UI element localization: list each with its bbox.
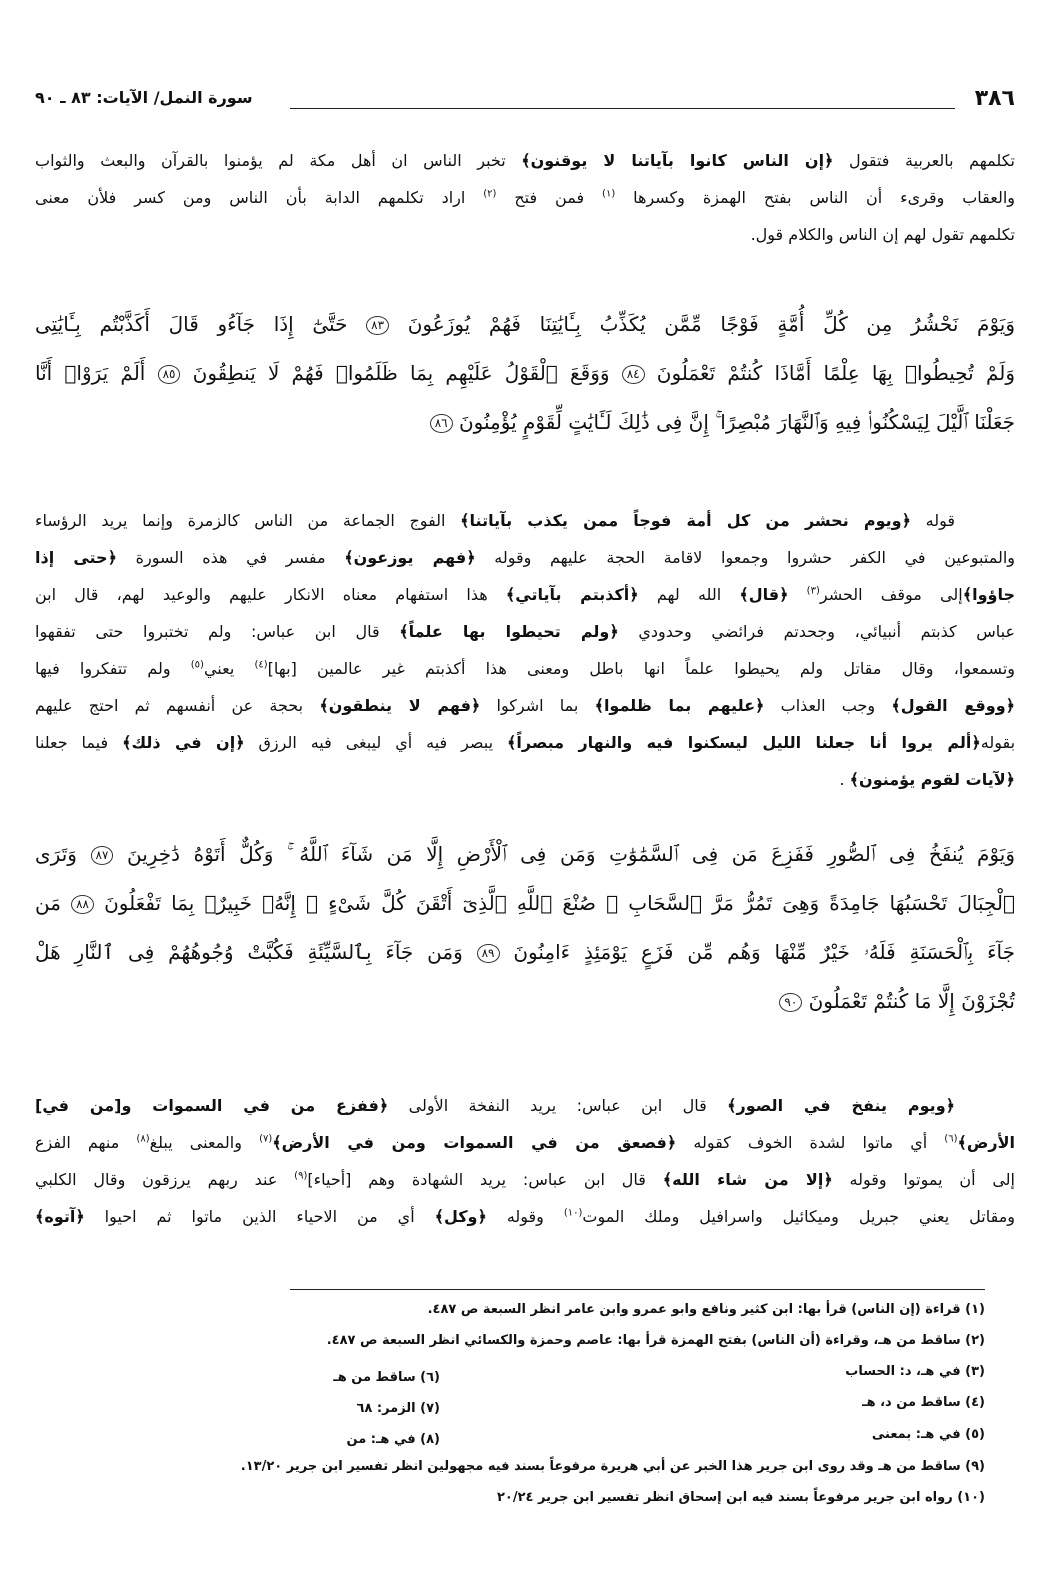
verse-number-marker: ٨٨ (71, 895, 94, 914)
footnote-marker: (٧) (259, 1133, 273, 1145)
footnote-4: (٤) ساقط من د، هـ (862, 1395, 985, 1410)
verse-number-marker: ٩٠ (779, 993, 802, 1012)
footnote-8: (٨) في هـ: من (346, 1432, 440, 1447)
commentary-paragraph-1 (35, 502, 1015, 798)
quoted-verse-text: ﴿ألم يروا أنا جعلنا الليل ليسكنوا فيه والنهار مبصراً﴾ (507, 733, 981, 752)
verse-number-marker: ٨٧ (91, 846, 114, 865)
text-segment: وَمَن جَآءَ بِٱلسَّيِّئَةِ فَكُبَّتْ وُجُوهُهُمْ فِى ٱلنَّارِ هَلْ (35, 940, 477, 964)
text-line (35, 502, 1015, 539)
text-segment: تكلمهم بالعربية فتقول (833, 151, 1015, 170)
text-line (35, 576, 1015, 613)
text-segment: الله لهم (638, 585, 740, 604)
text-line (35, 216, 1015, 253)
text-segment: هذا استفهام معناه الانكار عليهم والوعيد لهم، قال ابن (35, 585, 506, 604)
intro-paragraph (35, 142, 1015, 253)
text-segment: تُجْزَوْنَ إِلَّا مَا كُنتُمْ تَعْمَلُونَ (802, 989, 1015, 1013)
text-line (35, 349, 1015, 398)
quoted-verse-text: ﴿ويوم نحشر من كل أمة فوجاً ممن يكذب بآياتنا﴾ (460, 511, 911, 530)
quoted-verse-text: ﴿آتوه﴾ (35, 1207, 85, 1226)
sura-reference: سورة النمل/ الآيات: ٨٣ ـ ٩٠ (35, 88, 253, 107)
quoted-verse-text: ﴿ويوم ينفخ في الصور﴾ (727, 1096, 956, 1115)
text-segment: وقوله (486, 1207, 564, 1226)
quoted-verse-text: ﴿عليهم بما ظلموا﴾ (594, 696, 765, 715)
text-segment: والمعنى يبلغ (149, 1133, 260, 1152)
footnote-2: (٢) ساقط من هـ، وقراءة (أن الناس) بفتح الهمزة قرأ بها: عاصم وحمزة والكسائي انظر السبعة ص ٤٨٧. (326, 1333, 985, 1348)
footnote-marker: (٣) (806, 585, 820, 597)
text-segment: أَلَمْ يَرَوْا۟ أَنَّا (35, 361, 158, 385)
page-number: ٣٨٦ (974, 86, 1015, 111)
text-segment: والعقاب وقرىء أن الناس بفتح الهمزة وكسرها (615, 188, 1016, 207)
text-segment: قال ابن عباس: يريد النفخة الأولى (388, 1096, 728, 1115)
text-segment: وجب العذاب (764, 696, 892, 715)
footnote-5: (٥) في هـ: بمعنى (871, 1427, 985, 1442)
text-line (35, 1124, 1015, 1161)
text-segment: إلى موقف الحشر (819, 585, 963, 604)
text-segment: بما اشركوا (480, 696, 595, 715)
text-segment: يبصر فيه أي ليبغى فيه الرزق (244, 733, 508, 752)
text-line (35, 977, 1015, 1026)
text-line (35, 539, 1015, 576)
quoted-verse-text: ﴿أكذبتم بآياتي﴾ (505, 585, 639, 604)
quoted-verse-text: ﴿فهم يوزعون﴾ (344, 548, 476, 567)
footnote-marker: (٩) (294, 1170, 308, 1182)
text-line (35, 650, 1015, 687)
quoted-verse-text: الأرض﴾ (957, 1133, 1015, 1152)
text-line (35, 613, 1015, 650)
text-line (35, 928, 1015, 977)
text-segment: عند ربهم يرزقون وقال الكلبي (35, 1170, 295, 1189)
text-segment: الفوج الجماعة من الناس كالزمرة وإنما يريد الرؤساء (35, 511, 461, 530)
text-line (35, 1087, 1015, 1124)
text-segment: وَوَقَعَ ٱلْقَوْلُ عَلَيْهِم بِمَا ظَلَمُوا۟ فَهُمْ لَا يَنطِقُونَ (180, 361, 622, 385)
text-segment: ومقاتل يعني جبريل وميكائيل واسرافيل وملك الموت (582, 1207, 1016, 1226)
quoted-verse-text: ﴿ووقع القول﴾ (891, 696, 1016, 715)
text-segment: منهم الفزع (35, 1133, 137, 1152)
footnote-7: (٧) الزمر: ٦٨ (356, 1401, 440, 1416)
text-segment: يعني (203, 659, 255, 678)
text-line (35, 179, 1015, 216)
text-segment: جَآءَ بِٱلْحَسَنَةِ فَلَهُۥ خَيْرٌ مِّنْهَا وَهُم مِّن فَزَعٍ يَوْمَئِذٍ ءَامِنُونَ (499, 940, 1015, 964)
header-rule (290, 108, 955, 109)
text-segment: تخبر الناس ان أهل مكة لم يؤمنوا بالقرآن والبعث والثواب (35, 151, 522, 170)
quoted-verse-text: ﴿وكل﴾ (434, 1207, 487, 1226)
text-segment: مَن (35, 891, 72, 915)
text-segment: مفسر في هذه السورة (116, 548, 345, 567)
text-segment: أي من الاحياء الذين ماتوا ثم احيوا (84, 1207, 435, 1226)
quoted-verse-text: ﴿إن الناس كانوا بآياتنا لا يوقنون﴾ (521, 151, 834, 170)
text-segment: فمن فتح (496, 188, 603, 207)
footnote-3: (٣) في هـ، د: الحساب (845, 1364, 985, 1379)
text-segment: قوله (910, 511, 956, 530)
footnote-divider (290, 1289, 985, 1290)
verse-number-marker: ٨٥ (158, 365, 181, 384)
text-segment: وَيَوْمَ يُنفَخُ فِى ٱلصُّورِ فَفَزِعَ مَن فِى ٱلسَّمَٰوَٰتِ وَمَن فِى ٱلْأَرْضِ إِلَّا مَن شَآءَ ٱللَّهُ ۚ وَكُلٌّ أَتَوْهُ دَٰخِرِينَ (113, 842, 1015, 866)
quoted-verse-text: ﴿قال﴾ (739, 585, 789, 604)
text-segment: وَيَوْمَ نَحْشُرُ مِن كُلِّ أُمَّةٍ فَوْجًا مِّمَّن يُكَذِّبُ بِـَٔايَٰتِنَا فَهُمْ يُوزَعُونَ (389, 312, 1015, 336)
text-segment: وتسمعوا، وقال مقاتل ولم يحيطوا علماً انها باطل ومعنى هذا أكذبتم غير عالمين [بها] (267, 659, 1016, 678)
quoted-verse-text: ﴿لآيات لقوم يؤمنون﴾ (849, 770, 1015, 789)
text-segment: تكلمهم تقول لهم إن الناس والكلام قول. (750, 225, 1015, 244)
text-segment: إلى أن يموتوا وقوله (832, 1170, 1015, 1189)
text-segment: عباس كذبتم أنبيائي، وجحدتم فرائضي وحدودي (618, 622, 1016, 641)
text-line (35, 687, 1015, 724)
text-segment: قال ابن عباس: ولم تختبروا حتى تفقهوا (35, 622, 400, 641)
footnote-marker: (٦) (944, 1133, 958, 1145)
text-line (35, 830, 1015, 879)
footnote-9: (٩) ساقط من هـ وقد روى ابن جرير هذا الخبر عن أبي هريرة مرفوعاً بسند فيه مجهولين انظر تفسير ابن جرير ١٣/٢٠. (240, 1459, 985, 1474)
quoted-verse-text: ﴿ولم تحيطوا بها علماً﴾ (399, 622, 619, 641)
text-segment (788, 585, 806, 604)
quran-verses-83-86 (35, 300, 1015, 447)
text-line (35, 398, 1015, 447)
text-line (35, 142, 1015, 179)
footnote-marker: (٨) (136, 1133, 150, 1145)
text-segment: وَتَرَى (35, 842, 91, 866)
text-line (35, 300, 1015, 349)
text-segment: اراد تكلمهم الدابة بأن الناس ومن كسر فلأن معنى (35, 188, 484, 207)
quoted-verse-text: ﴿ففزع من في السموات و[من في] (35, 1096, 389, 1115)
quoted-verse-text: ﴿إن في ذلك﴾ (122, 733, 245, 752)
footnote-1: (١) قراءة (إن الناس) قرأ بها: ابن كثير ونافع وابو عمرو وابن عامر انظر السبعة ص ٤٨٧. (427, 1302, 985, 1317)
text-segment: بحجة عن أنفسهم ثم احتج عليهم (35, 696, 320, 715)
footnote-marker: (٤) (254, 659, 268, 671)
text-segment: ولم تتفكروا فيها (35, 659, 191, 678)
quoted-verse-text: ﴿فصعق من في السموات ومن في الأرض﴾ (272, 1133, 677, 1152)
text-segment: فيما جعلنا (35, 733, 123, 752)
footnote-marker: (١) (602, 188, 616, 200)
verse-number-marker: ٨٣ (366, 316, 389, 335)
text-segment: وَلَمْ تُحِيطُوا۟ بِهَا عِلْمًا أَمَّاذَا كُنتُمْ تَعْمَلُونَ (644, 361, 1015, 385)
running-header (35, 86, 1015, 116)
text-line (35, 761, 1015, 798)
quran-verses-87-90 (35, 830, 1015, 1026)
text-segment: حَتَّىٰٓ إِذَا جَآءُو قَالَ أَكَذَّبْتُم بِـَٔايَٰتِى (35, 312, 367, 336)
quoted-verse-text: ﴿إلا من شاء الله﴾ (662, 1170, 833, 1189)
text-segment: . (839, 770, 850, 789)
quoted-verse-text: ﴿حتى إذا (35, 548, 117, 567)
text-line (35, 724, 1015, 761)
footnote-marker: (٢) (483, 188, 497, 200)
text-segment: ٱلْجِبَالَ تَحْسَبُهَا جَامِدَةً وَهِىَ تَمُرُّ مَرَّ ٱلسَّحَابِ ۚ صُنْعَ ٱللَّهِ ٱلَّذِىٓ أَتْقَنَ كُلَّ شَىْءٍ ۚ إِنَّهُۥ خَبِيرٌۢ بِمَا تَفْعَلُونَ (93, 891, 1015, 915)
footnote-10: (١٠) رواه ابن جرير مرفوعاً بسند فيه ابن إسحاق انظر تفسير ابن جرير ٢٠/٢٤ (496, 1490, 985, 1505)
text-line (35, 879, 1015, 928)
text-segment: جَعَلْنَا ٱلَّيْلَ لِيَسْكُنُوا۟ فِيهِ وَٱلنَّهَارَ مُبْصِرًا ۚ إِنَّ فِى ذَٰلِكَ لَـَٔايَٰتٍ لِّقَوْمٍ يُؤْمِنُونَ (452, 410, 1015, 434)
verse-number-marker: ٨٩ (477, 944, 500, 963)
verse-number-marker: ٨٦ (430, 414, 453, 433)
text-segment: أي ماتوا لشدة الخوف كقوله (676, 1133, 945, 1152)
quoted-verse-text: جاؤوا﴾ (962, 585, 1015, 604)
footnote-marker: (١٠) (563, 1207, 583, 1219)
text-segment: والمتبوعين في الكفر حشروا وجمعوا لاقامة الحجة عليهم وقوله (475, 548, 1015, 567)
commentary-paragraph-2 (35, 1087, 1015, 1235)
quoted-verse-text: ﴿فهم لا ينطقون﴾ (319, 696, 481, 715)
footnote-6: (٦) ساقط من هـ (333, 1370, 440, 1385)
verse-number-marker: ٨٤ (622, 365, 645, 384)
footnote-marker: (٥) (190, 659, 204, 671)
text-line (35, 1161, 1015, 1198)
text-line (35, 1198, 1015, 1235)
text-segment: قال ابن عباس: يريد الشهادة وهم [أحياء] (307, 1170, 663, 1189)
text-segment: بقوله (980, 733, 1016, 752)
